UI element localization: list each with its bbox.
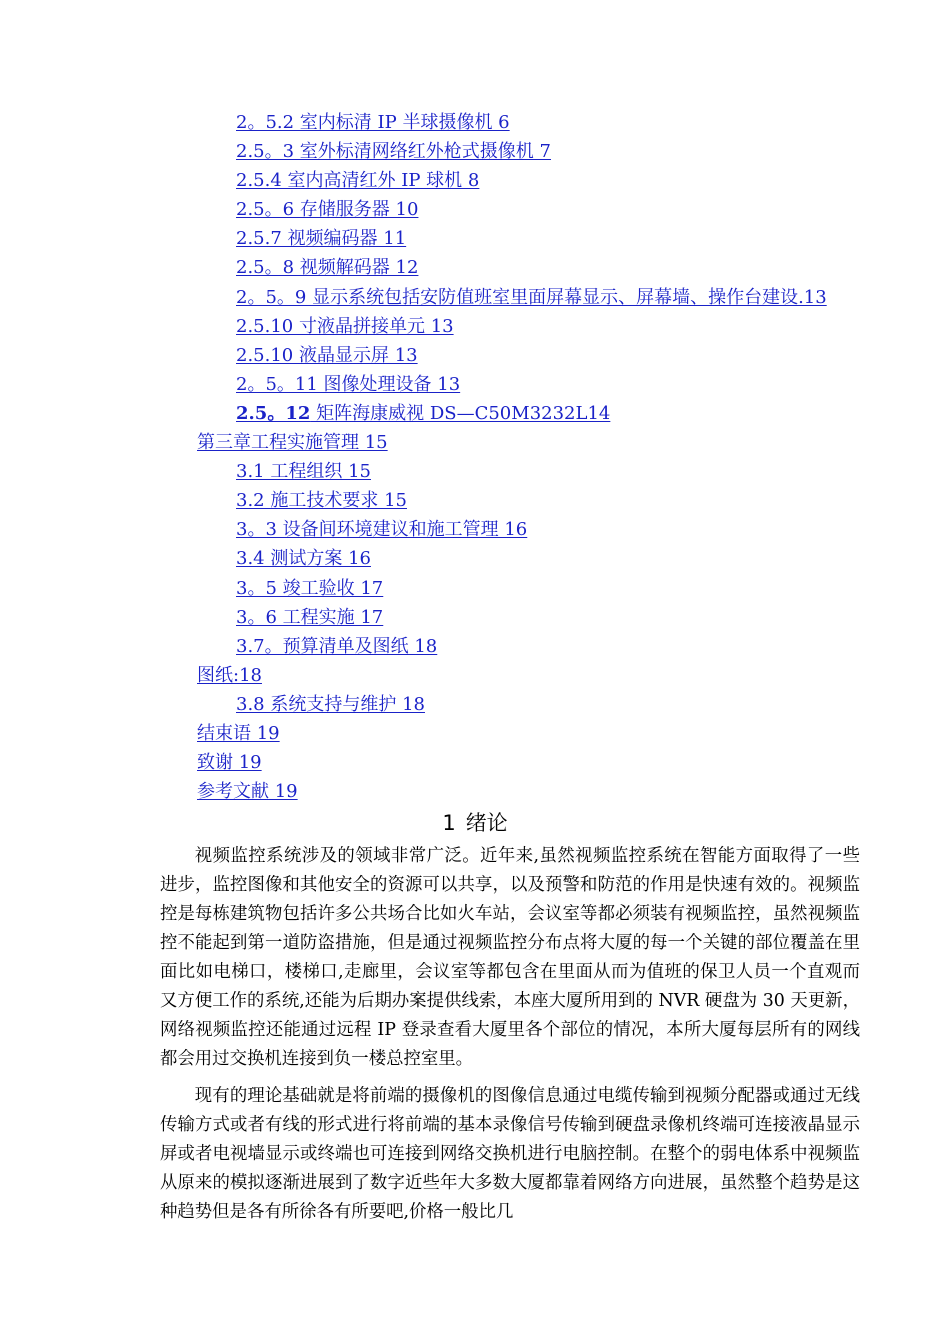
toc-link[interactable] xyxy=(0,486,950,515)
toc-link[interactable] xyxy=(0,108,950,137)
toc-link[interactable] xyxy=(0,748,950,777)
toc-link-text: 2.5.10 寸液晶拼接单元 13 xyxy=(236,315,454,337)
toc-link-text: 致谢 19 xyxy=(197,752,262,774)
toc-link[interactable] xyxy=(0,719,950,748)
toc-link-text: 3.2 施工技术要求 15 xyxy=(236,490,407,512)
toc-link-text: 3.7。预算清单及图纸 18 xyxy=(236,635,438,657)
toc-link-text: 2.5。3 室外标清网络红外枪式摄像机 7 xyxy=(236,141,551,163)
toc-link-text: 3。6 工程实施 17 xyxy=(236,606,384,628)
toc-link-text: 第三章工程实施管理 15 xyxy=(197,432,388,454)
toc-link-text: 参考文献 19 xyxy=(197,781,298,803)
chapter-title: 绪论 xyxy=(465,811,508,835)
toc-link[interactable] xyxy=(0,603,950,632)
toc-link[interactable] xyxy=(0,312,950,341)
toc-link[interactable] xyxy=(0,428,950,457)
toc-link-text: 2。5.2 室内标清 IP 半球摄像机 6 xyxy=(236,112,510,133)
toc-link[interactable] xyxy=(0,777,950,806)
paragraph-1: 视频监控系统涉及的领域非常广泛。近年来,虽然视频监控系统在智能方面取得了一些进步，监控图像和其他安全的资源可以共享，以及预警和防范的作用是快速有效的。视频监控是每栋建筑物包括许多公共场合比如火车站，会议室等都必须装有视频监控，虽然视频监控不能起到第一道防盗措施，但是通过视频监控分布点将大厦的每一个关键的部位覆盖在里面比如电梯口，楼梯口,走廊里，会议室等都包含在里面从而为值班的保卫人员一个直观而又方便工作的系统,还能为后期办案提供线索，本座大厦所用到的 NVR 硬盘为 30 天更新，网络视频监控还能通过远程 IP 登录查看大厦里各个部位的情况，本所大厦每层所有的网线都会用过交换机连接到负一楼总控室里。 xyxy=(160,846,860,1069)
toc-link[interactable] xyxy=(0,544,950,573)
toc-link-text: 2.5.10 液晶显示屏 13 xyxy=(236,344,418,366)
toc-link-text: 2.5.7 视频编码器 11 xyxy=(236,228,407,250)
toc-link[interactable] xyxy=(0,661,950,690)
paragraph-2: 现有的理论基础就是将前端的摄像机的图像信息通过电缆传输到视频分配器或通过无线传输方式或者有线的形式进行将前端的基本录像信号传输到硬盘录像机终端可连接液晶显示屏或者电视墙显示或终端也可连接到网络交换机进行电脑控制。在整个的弱电体系中视频监从原来的模拟逐渐进展到了数字近些年大多数大厦都靠着网络方向进展，虽然整个趋势是这种趋势但是各有所徐各有所要吧,价格一般比几 xyxy=(160,1086,860,1222)
toc-link[interactable] xyxy=(0,137,950,166)
toc-link[interactable] xyxy=(0,224,950,253)
toc-link-number: 2.5。12 xyxy=(236,402,311,424)
toc-link[interactable] xyxy=(0,370,950,399)
toc-link-text: 3.1 工程组织 15 xyxy=(236,461,371,483)
toc-link[interactable] xyxy=(0,690,950,719)
toc-link[interactable] xyxy=(0,341,950,370)
toc-link[interactable] xyxy=(0,515,950,544)
toc-link[interactable] xyxy=(0,283,950,312)
table-of-contents xyxy=(0,108,950,806)
toc-link-text: 2.5。8 视频解码器 12 xyxy=(236,257,419,279)
toc-link-text: 3.4 测试方案 16 xyxy=(236,548,371,570)
toc-link-text: 3.8 系统支持与维护 18 xyxy=(236,693,425,715)
toc-link[interactable] xyxy=(0,166,950,195)
toc-link-text: 2。5。11 图像处理设备 13 xyxy=(236,373,461,395)
toc-link[interactable] xyxy=(0,457,950,486)
toc-link[interactable] xyxy=(0,574,950,603)
toc-link-text: 2.5。6 存储服务器 10 xyxy=(236,199,419,221)
toc-link-text: 矩阵海康威视 DS—C50M3232L14 xyxy=(310,402,611,424)
chapter-number: 1 xyxy=(442,811,456,835)
chapter-heading xyxy=(0,808,950,838)
toc-link-text: 3。3 设备间环境建议和施工管理 16 xyxy=(236,519,528,541)
toc-link-text: 2。5。9 显示系统包括安防值班室里面屏幕显示、屏幕墙、操作台建设.13 xyxy=(236,286,827,308)
toc-link-text: 2.5.4 室内高清红外 IP 球机 8 xyxy=(236,170,480,192)
toc-link[interactable] xyxy=(0,253,950,282)
toc-link[interactable] xyxy=(0,399,950,428)
toc-link[interactable] xyxy=(0,632,950,661)
toc-link[interactable] xyxy=(0,195,950,224)
body-text xyxy=(160,842,860,1227)
toc-link-text: 图纸:18 xyxy=(197,664,262,686)
toc-link-text: 结束语 19 xyxy=(197,722,280,744)
toc-link-text: 3。5 竣工验收 17 xyxy=(236,577,384,599)
